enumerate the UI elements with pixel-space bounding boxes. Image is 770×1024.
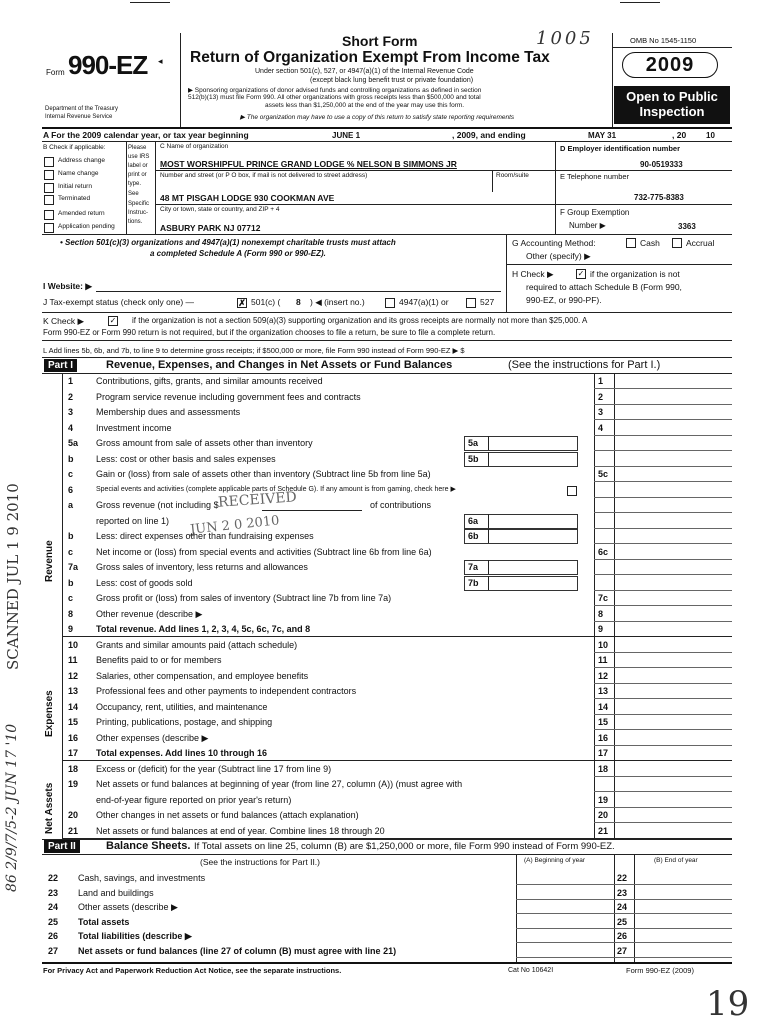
line-number: 23: [48, 887, 59, 898]
line-text: Gross revenue (not including $: [96, 500, 219, 510]
4947-label: 4947(a)(1) or: [399, 297, 449, 307]
line-text: Other revenue (describe ▶: [96, 608, 203, 619]
k-text-2: Form 990-EZ or Form 990 return is not required, but if the organization chooses to file a return, be sure to file a complete return.: [43, 328, 496, 337]
line-amount-field[interactable]: [616, 374, 730, 388]
mid-box-label: 7a: [468, 562, 479, 572]
line-number: 7a: [68, 562, 79, 572]
line-text: Benefits paid to or for members: [96, 655, 222, 665]
please-text: See: [128, 191, 139, 197]
line-a-label: A For the 2009 calendar year, or tax year beginning: [43, 130, 249, 140]
part2-title: Balance Sheets.: [106, 840, 191, 852]
line-number: 5a: [68, 438, 79, 448]
h-check-text-3: 990-EZ, or 990-PF).: [526, 295, 602, 305]
dept-irs: Internal Revenue Service: [45, 114, 113, 120]
tax-exempt-status-label: J Tax-exempt status (check only one) —: [43, 297, 195, 307]
tax-year-begin[interactable]: JUNE 1: [332, 131, 361, 140]
tax-year-end[interactable]: MAY 31: [588, 131, 617, 140]
mid-box-label: 6a: [468, 515, 479, 526]
line-number: b: [68, 453, 74, 464]
line-text: Occupancy, rent, utilities, and maintenance: [96, 701, 268, 712]
line-text: Other expenses (describe ▶: [96, 732, 209, 743]
line-number: 22: [48, 873, 59, 883]
insert-no-label: ) ◀ (insert no.): [310, 297, 365, 307]
line-box-label: 6c: [598, 546, 609, 557]
accrual-label: Accrual: [686, 238, 715, 248]
line-number: 13: [68, 686, 79, 696]
name-change-label: Name change: [58, 170, 99, 177]
line-text: Land and buildings: [78, 887, 154, 898]
line-text: end-of-year figure reported on prior year's return): [96, 794, 292, 805]
line-box-label: 3: [598, 407, 604, 417]
phone-field[interactable]: 732-775-8383: [634, 193, 684, 202]
arrow-icon: ◂: [158, 56, 163, 66]
beginning-of-year-field[interactable]: [518, 929, 612, 942]
received-date-stamp: JUN 2 0 2010: [189, 513, 281, 538]
line-text: Other assets (describe ▶: [78, 902, 178, 912]
line-box-label: 24: [617, 902, 628, 912]
line-box-label: 7c: [598, 593, 609, 603]
mid-box-field[interactable]: [464, 514, 578, 529]
line-number: a: [68, 500, 74, 510]
phone-label: E Telephone number: [560, 172, 630, 181]
line-number: 19: [68, 779, 79, 789]
line-amount-field[interactable]: [616, 638, 730, 652]
org-name-field[interactable]: MOST WORSHIPFUL PRINCE GRAND LODGE % NELSON B SIMMONS JR: [160, 159, 457, 169]
line-text: Gross amount from sale of assets other than inventory: [96, 438, 313, 448]
line-number: 12: [68, 670, 79, 681]
terminated-label: Terminated: [58, 195, 91, 202]
line-text: Investment income: [96, 422, 172, 433]
line-box-label: 5c: [598, 469, 609, 479]
group-number-field[interactable]: 3363: [678, 222, 696, 231]
line-box-label: 19: [598, 794, 609, 805]
line-number: 27: [48, 945, 59, 956]
gaming-checkbox[interactable]: [567, 486, 577, 496]
line-text: Gross sales of inventory, less returns and allowances: [96, 562, 308, 572]
line-box-label: 16: [598, 732, 609, 743]
line-text-tail: of contributions: [370, 500, 432, 510]
line-box-label: 4: [598, 422, 604, 433]
line-number: 21: [68, 825, 79, 836]
line-number: c: [68, 546, 74, 557]
line-number: 11: [68, 655, 78, 665]
k-checkbox[interactable]: ✓: [109, 316, 117, 325]
cash-label: Cash: [640, 238, 660, 248]
org-note: ▶ The organization may have to use a copy of this return to satisfy state reporting requirements: [240, 114, 515, 121]
line-box-label: 11: [598, 655, 608, 665]
please-text: label or: [128, 163, 148, 169]
sponsoring-3: assets less than $1,250,000 at the end of the year may use this form.: [265, 102, 465, 109]
mid-box-label: 5b: [468, 453, 479, 464]
beginning-of-year-field[interactable]: [518, 944, 612, 957]
end-of-year-field[interactable]: [636, 915, 730, 928]
dept-treasury: Department of the Treasury: [45, 106, 119, 112]
line-box-label: 26: [617, 931, 628, 941]
line-amount-field[interactable]: [616, 622, 730, 636]
line-amount-field[interactable]: [616, 545, 730, 559]
line-box-label: 8: [598, 608, 604, 619]
and-ending: , 2009, and ending: [452, 130, 526, 140]
line-number: b: [68, 531, 74, 541]
form-number: 990-EZ: [68, 50, 148, 80]
accounting-method-label: G Accounting Method:: [512, 238, 596, 248]
handwritten-top-number: 1005: [536, 28, 594, 49]
scanned-stamp: SCANNED JUL 1 9 2010: [4, 483, 22, 670]
line-text: Gross profit or (loss) from sales of inventory (Subtract line 7b from line 7a): [96, 593, 392, 603]
line-number: c: [68, 469, 74, 479]
h-check-label: H Check ▶: [512, 269, 554, 279]
line-box-label: 13: [598, 686, 609, 696]
mid-box-field[interactable]: [464, 436, 578, 451]
omb-number: OMB No 1545-1150: [630, 36, 697, 45]
line-number: 25: [48, 916, 59, 927]
line-number: b: [68, 577, 74, 588]
initial-return-label: Initial return: [58, 183, 92, 190]
line-box-label: 1: [598, 376, 604, 386]
line-amount-field[interactable]: [616, 669, 730, 683]
city-field[interactable]: ASBURY PARK NJ 07712: [160, 223, 261, 233]
cat-number: Cat No 10642I: [508, 967, 554, 974]
line-text: Professional fees and other payments to independent contractors: [96, 686, 357, 696]
line-text: Net income or (loss) from special events and activities (Subtract line 6b from line 6a): [96, 546, 432, 557]
accrual-checkbox[interactable]: [672, 238, 682, 248]
line-number: 15: [68, 717, 79, 727]
schedule-b-checkbox[interactable]: ✓: [577, 269, 585, 278]
line-amount-field[interactable]: [616, 824, 730, 838]
line-amount-field[interactable]: [616, 653, 730, 667]
part2-title-tail: If Total assets on line 25, column (B) are $1,250,000 or more, file Form 990 instead of Form 990-EZ.: [194, 841, 615, 852]
cash-checkbox[interactable]: [626, 238, 636, 248]
part1-title: Revenue, Expenses, and Changes in Net Assets or Fund Balances: [106, 359, 453, 371]
col-b-header: (B) End of year: [654, 857, 698, 864]
line-text: Less: cost of goods sold: [96, 577, 193, 588]
line-text: Less: cost or other basis and sales expenses: [96, 453, 276, 464]
line-text: Total liabilities (describe ▶: [78, 931, 192, 941]
line-text: Net assets or fund balances at end of year. Combine lines 18 through 20: [96, 825, 385, 836]
k-text: if the organization is not a section 509(a)(3) supporting organization and its gross receipts are normally not more than $25,000. A: [132, 316, 588, 325]
501c-number[interactable]: 8: [296, 297, 301, 307]
line-box-label: 14: [598, 701, 609, 712]
line-text: Total assets: [78, 916, 130, 927]
h-check-text: if the organization is not: [590, 269, 680, 279]
margin-code: 86 2/9/7/5-2 JUN 17 '10: [4, 723, 20, 892]
line-text: Grants and similar amounts paid (attach schedule): [96, 639, 298, 650]
please-text: tions.: [128, 219, 143, 225]
line-text: Less: direct expenses other than fundraising expenses: [96, 531, 314, 541]
line-text: Total revenue. Add lines 1, 2, 3, 4, 5c, 6c, 7c, and 8: [96, 624, 311, 634]
org-name-label: C Name of organization: [160, 143, 229, 150]
line-box-label: 22: [617, 873, 628, 883]
please-text: Specific: [128, 201, 150, 207]
privacy-notice: For Privacy Act and Paperwork Reduction Act Notice, see the separate instructions.: [43, 966, 342, 975]
line-amount-field[interactable]: [616, 715, 730, 729]
line-number: 26: [48, 931, 59, 941]
line-box-label: 23: [617, 887, 628, 898]
form-label: Form: [46, 68, 65, 77]
inspection-text: Inspection: [639, 104, 705, 119]
mid-box-field[interactable]: [464, 576, 578, 591]
line-number: 3: [68, 407, 74, 417]
line-l: L Add lines 5b, 6b, and 7b, to line 9 to determine gross receipts; if $500,000 or more, file Form 990 instead of Form 990-EZ ▶ $: [43, 346, 465, 355]
side-expenses: Expenses: [44, 690, 55, 737]
line-amount-field[interactable]: [616, 731, 730, 745]
open-public-box: [614, 86, 730, 124]
comma-20: , 20: [672, 130, 687, 140]
end-of-year-field[interactable]: [636, 929, 730, 942]
col-a-header: (A) Beginning of year: [524, 857, 586, 864]
mid-box-field[interactable]: [464, 529, 578, 544]
line-text: Total expenses. Add lines 10 through 16: [96, 748, 268, 758]
line-number: 24: [48, 902, 59, 912]
name-change-checkbox[interactable]: [44, 170, 54, 180]
sponsoring-1: ▶ Sponsoring organizations of donor advised funds and controlling organizations as defined in section: [188, 87, 482, 94]
line-amount-field[interactable]: [616, 405, 730, 419]
part1-title-tail: (See the instructions for Part I.): [508, 359, 661, 371]
k-check-label: K Check ▶: [43, 316, 85, 326]
line-text: Net assets or fund balances at beginning of year (from line 27, column (A)) (must agree with: [96, 779, 463, 789]
section-b-title: B Check if applicable:: [43, 144, 106, 151]
line-number: 8: [68, 608, 74, 619]
side-net-assets: Net Assets: [44, 782, 55, 834]
beginning-of-year-field[interactable]: [518, 900, 612, 913]
line-text: Special events and activities (complete applicable parts of Schedule G). If any amount is from gaming, check here ▶: [96, 485, 456, 493]
city-label: City or town, state or country, and ZIP + 4: [160, 206, 280, 213]
line-amount-field[interactable]: [616, 467, 730, 481]
line-amount-field[interactable]: [616, 591, 730, 605]
line-number: 6: [68, 484, 74, 495]
please-text: Instruc-: [128, 210, 149, 216]
line-number: 20: [68, 810, 79, 820]
line-number: 2: [68, 391, 74, 402]
mid-box-label: 7b: [468, 577, 479, 588]
501c-checkbox[interactable]: ✗: [238, 298, 246, 308]
tax-year-end-year[interactable]: 10: [706, 131, 715, 140]
line-text: Printing, publications, postage, and shipping: [96, 717, 273, 727]
website-label: I Website: ▶: [43, 281, 92, 291]
line-box-label: 20: [598, 810, 609, 820]
line-text: Other changes in net assets or fund balances (attach explanation): [96, 810, 359, 820]
line-amount-field[interactable]: [616, 607, 730, 621]
sponsoring-2: 512(b)(13) must file Form 990. All other organizations with gross receipts less than $500,000 and total: [188, 94, 481, 101]
section501-line2: a completed Schedule A (Form 990 or 990-EZ).: [150, 249, 326, 258]
side-revenue: Revenue: [44, 540, 55, 582]
please-text: print or: [128, 172, 147, 178]
line-text: reported on line 1): [96, 515, 170, 526]
501c-label: 501(c) (: [251, 297, 281, 307]
open-public-text: Open to Public: [626, 89, 718, 104]
line-number: 4: [68, 422, 74, 433]
address-change-checkbox[interactable]: [44, 157, 54, 167]
page-number-handwritten: 19: [706, 984, 750, 1024]
line-number: 18: [68, 763, 79, 774]
line-box-label: 12: [598, 670, 609, 681]
beginning-of-year-field[interactable]: [518, 915, 612, 928]
form-footer: Form 990-EZ (2009): [626, 966, 694, 975]
line-number: 14: [68, 701, 79, 712]
amended-return-label: Amended return: [58, 210, 105, 217]
line-number: 9: [68, 624, 74, 634]
527-label: 527: [480, 297, 495, 307]
ein-label: D Employer identification number: [560, 144, 681, 153]
year-badge: 2009: [622, 52, 718, 78]
please-text: use IRS: [128, 154, 150, 160]
address-change-label: Address change: [58, 157, 105, 164]
line-number: 1: [68, 376, 74, 386]
group-exemption-label: F Group Exemption: [560, 208, 630, 217]
ein-field[interactable]: 90-0519333: [640, 160, 683, 169]
line-text: Excess or (deficit) for the year (Subtract line 17 from line 9): [96, 763, 332, 774]
please-text: type.: [128, 181, 142, 187]
line-text: Membership dues and assessments: [96, 407, 241, 417]
part2-sub: (See the instructions for Part II.): [200, 857, 320, 867]
end-of-year-field[interactable]: [636, 886, 730, 899]
line-text: Salaries, other compensation, and employee benefits: [96, 670, 309, 681]
line-box-label: 17: [598, 748, 609, 758]
line-amount-field[interactable]: [616, 808, 730, 822]
line-text: Gain or (loss) from sale of assets other than inventory (Subtract line 5b from line 5a): [96, 469, 431, 479]
page-title: Return of Organization Exempt From Income Tax: [190, 49, 550, 66]
line-text: Cash, savings, and investments: [78, 873, 206, 883]
line-box-label: 18: [598, 763, 609, 774]
mid-box-label: 6b: [468, 531, 479, 541]
4947-checkbox[interactable]: [385, 298, 395, 308]
line-number: c: [68, 593, 74, 603]
street-label: Number and street (or P O box, if mail is not delivered to street address): [160, 172, 368, 179]
line-amount-field[interactable]: [616, 793, 730, 807]
mid-box-field[interactable]: [464, 452, 578, 467]
application-pending-label: Application pending: [58, 223, 115, 230]
line-text: Contributions, gifts, grants, and similar amounts received: [96, 376, 323, 386]
line-amount-field[interactable]: [616, 684, 730, 698]
line-box-label: 15: [598, 717, 609, 727]
line-box-label: 25: [617, 916, 628, 927]
line-number: 10: [68, 639, 79, 650]
amended-return-checkbox[interactable]: [44, 210, 54, 220]
line-box-label: 10: [598, 639, 609, 650]
part2-label: Part II: [44, 840, 80, 853]
beginning-of-year-field[interactable]: [518, 871, 612, 884]
part1-label: Part I: [44, 359, 77, 372]
line-box-label: 9: [598, 624, 604, 634]
beginning-of-year-field[interactable]: [518, 886, 612, 899]
527-checkbox[interactable]: [466, 298, 476, 308]
street-field[interactable]: 48 MT PISGAH LODGE 930 COOKMAN AVE: [160, 193, 335, 203]
line-number: 16: [68, 732, 79, 743]
line-box-label: 2: [598, 391, 604, 402]
title-top: Short Form: [342, 33, 418, 49]
line-text: Program service revenue including government fees and contracts: [96, 391, 361, 402]
end-of-year-field[interactable]: [636, 944, 730, 957]
section501-line1: • Section 501(c)(3) organizations and 4947(a)(1) nonexempt charitable trusts must attach: [60, 238, 396, 247]
room-suite-label: Room/suite: [496, 172, 529, 179]
line-box-label: 27: [617, 945, 628, 956]
line-amount-field[interactable]: [616, 746, 730, 760]
received-stamp: RECEIVED: [217, 489, 298, 511]
under-section: Under section 501(c), 527, or 4947(a)(1) of the Internal Revenue Code: [255, 68, 474, 75]
terminated-checkbox[interactable]: [44, 195, 54, 205]
please-text: Please: [128, 145, 147, 151]
application-pending-checkbox[interactable]: [44, 223, 54, 233]
line-box-label: 21: [598, 825, 609, 836]
other-specify-label: Other (specify) ▶: [526, 251, 591, 261]
except-line: (except black lung benefit trust or private foundation): [310, 77, 474, 84]
initial-return-checkbox[interactable]: [44, 183, 54, 193]
line-amount-field[interactable]: [616, 700, 730, 714]
group-number-label: Number ▶: [569, 221, 606, 230]
end-of-year-field[interactable]: [636, 871, 730, 884]
end-of-year-field[interactable]: [636, 900, 730, 913]
line-amount-field[interactable]: [616, 421, 730, 435]
line-text: Net assets or fund balances (line 27 of column (B) must agree with line 21): [78, 945, 397, 956]
line-number: 17: [68, 748, 79, 758]
mid-box-label: 5a: [468, 438, 479, 448]
h-check-text-2: required to attach Schedule B (Form 990,: [526, 282, 682, 292]
line-amount-field[interactable]: [616, 390, 730, 404]
mid-box-field[interactable]: [464, 560, 578, 575]
line-amount-field[interactable]: [616, 762, 730, 776]
